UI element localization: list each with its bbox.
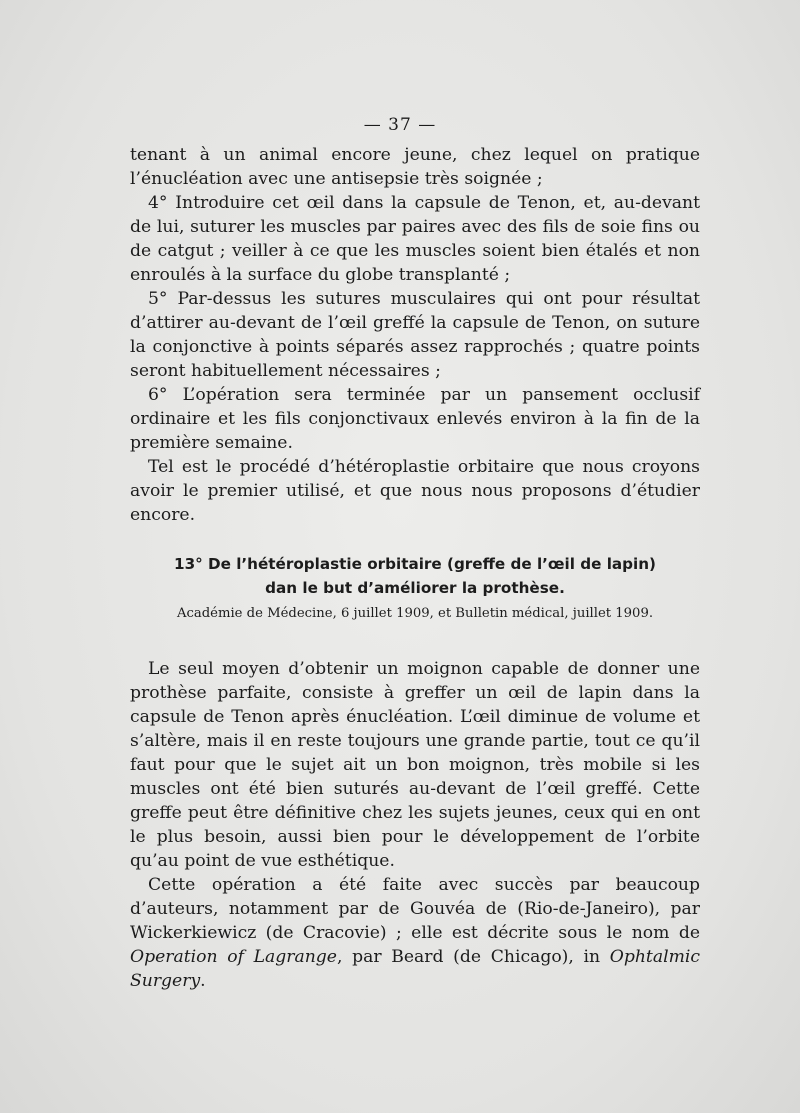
section-source: Académie de Médecine, 6 juillet 1909, et Bulletin médical, juillet 1909. [176,606,654,621]
body-paragraph-1: Le seul moyen d’obtenir un moignon capable de donner une prothèse parfaite, consiste à greffer un œil de lapin dans la capsule de Tenon après énucléation. L’œil diminue de volume et s’altère, mais il en reste toujours une grande partie, tout ce qu’il faut pour que le sujet ait un bon moignon, très mobile si les muscles ont été bien suturés au-devant de l’œil greffé. Cette greffe peut être définitive chez les sujets jeunes, ceux qui en ont le plus besoin, aussi bien pour le développement de l’orbite qu’au point de vue esthétique. [130,659,700,871]
italic-operation-name: Operation of Lagrange [130,947,337,967]
page-number: — 37 — [363,115,437,135]
paragraph2-end: . [200,971,206,991]
section-heading [130,552,700,625]
step-6: 6° L’opération sera terminée par un pansement occlusif ordinaire et les fils conjonctivaux enlevés environ à la fin de la première semaine. [130,385,700,453]
step-5: 5° Par-dessus les sutures musculaires qui ont pour résultat d’attirer au-devant de l’œil greffé la capsule de Tenon, on suture la conjonctive à points séparés assez rapprochés ; quatre points seront habituellement nécessaires ; [130,289,700,381]
section-body [130,657,700,993]
conclusion-paragraph: Tel est le procédé d’hétéroplastie orbitaire que nous croyons avoir le premier utilisé, et que nous nous proposons d’étudier encore. [130,457,700,525]
step-4: 4° Introduire cet œil dans la capsule de Tenon, et, au-devant de lui, suturer les muscles par paires avec des fils de soie fins ou de catgut ; veiller à ce que les muscles soient bien étalés et non enroulés à la surface du globe transplanté ; [130,193,700,285]
procedure-steps [130,143,700,527]
italic-publication: Ophtalmic Surgery [130,947,700,991]
continuation-text: tenant à un animal encore jeune, chez lequel on pratique l’énucléation avec une antisepsie très soignée ; [130,145,700,189]
paragraph2-middle: , par Beard (de Chicago), in [336,947,601,967]
section-title-line1: 13° De l’hétéroplastie orbitaire (greffe de l’œil de lapin) [174,555,656,573]
body-paragraph-2 [130,873,700,993]
paragraph2-text: Cette opération a été faite avec succès par beaucoup d’auteurs, notamment par de Gouvéa de (Rio-de-Janeiro), par Wickerkiewicz (de Cracovie) ; elle est décrite sous le nom de [130,875,700,943]
section-title-line2: dan le but d’améliorer la prothèse. [265,579,565,597]
